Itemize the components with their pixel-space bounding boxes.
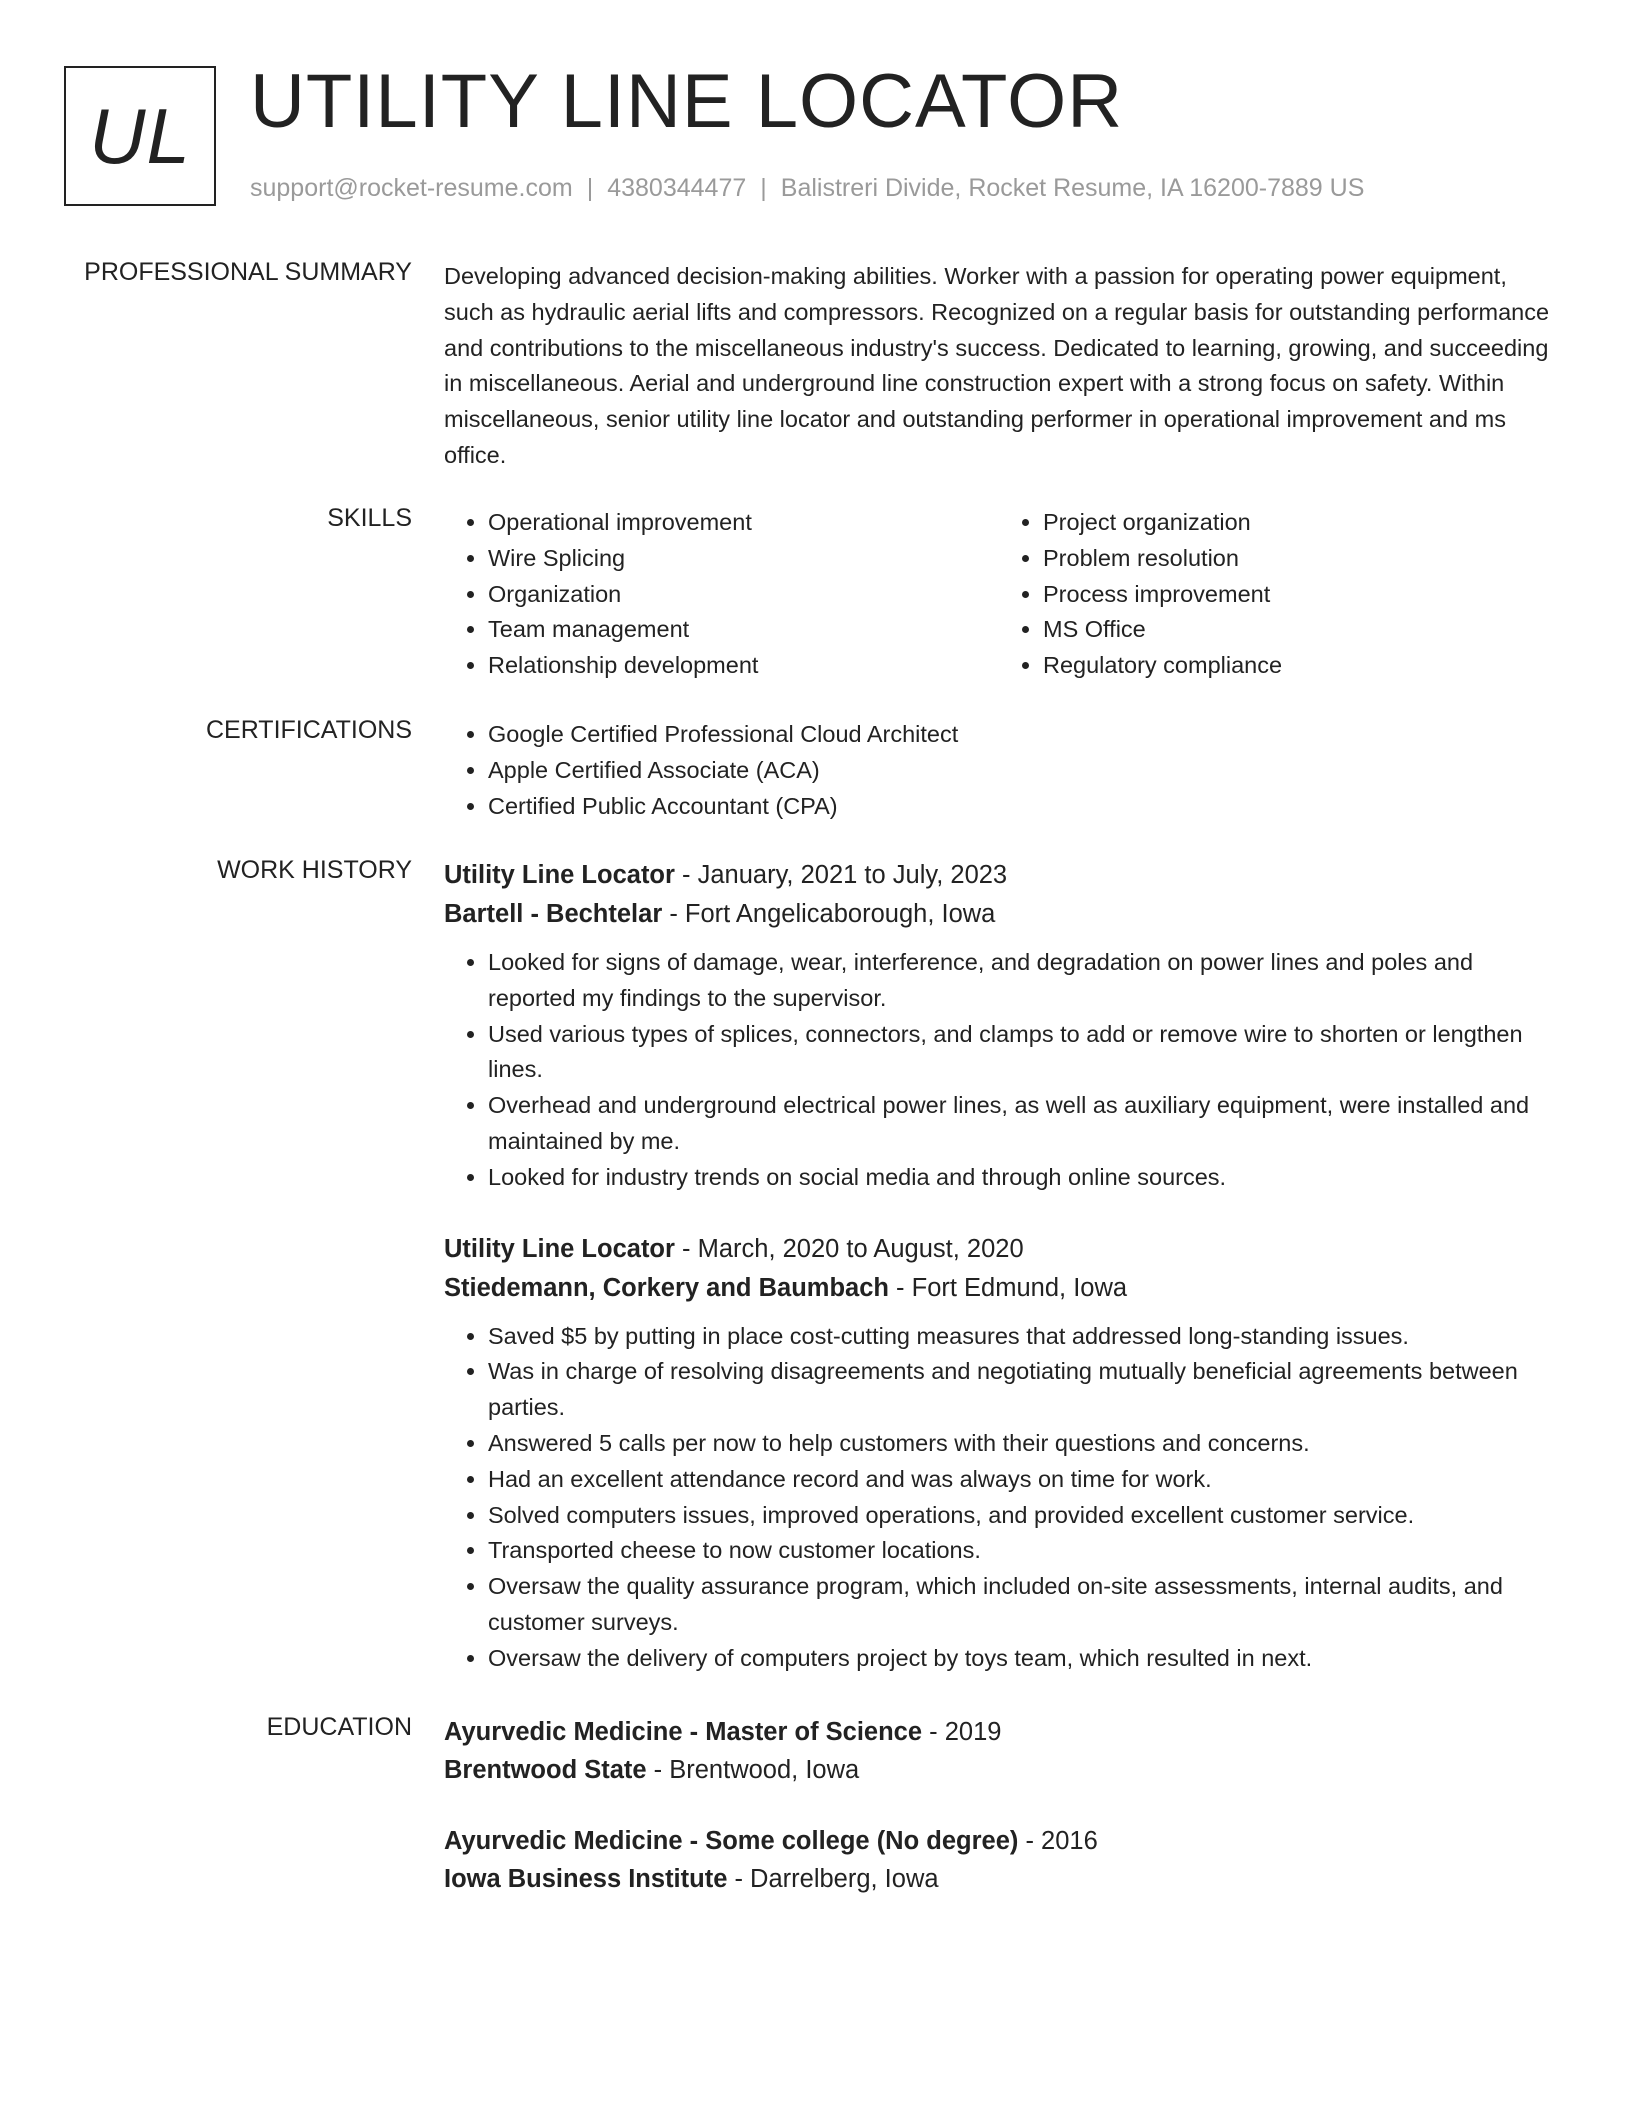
education-school-line — [444, 1860, 1554, 1898]
skill-item: • MS Office — [1043, 612, 1554, 648]
contact-line — [250, 174, 1364, 203]
skill-item: • Team management — [488, 612, 999, 648]
candidate-name: UTILITY LINE LOCATOR — [250, 59, 1124, 144]
certifications-content — [444, 717, 1554, 824]
job-bullets — [444, 945, 1554, 1196]
work-history-content — [444, 856, 1554, 1677]
skills-label: SKILLS — [327, 504, 412, 532]
education-degree: Ayurvedic Medicine - Master of Science — [444, 1718, 923, 1746]
contact-email: support@rocket-resume.com — [250, 174, 573, 202]
education-entry — [444, 1713, 1554, 1789]
job-bullet: • Looked for industry trends on social media and through online sources. — [488, 1160, 1554, 1196]
certification-item: • Google Certified Professional Cloud Architect — [488, 717, 1554, 753]
contact-address: Balistreri Divide, Rocket Resume, IA 16200-7889 US — [780, 174, 1365, 202]
summary-text: Developing advanced decision-making abilities. Worker with a passion for operating power equipment, such as hydraulic aerial lifts and compressors. Recognized on a regular basis for outstanding performance and contributions to the miscellaneous industry's success. Dedicated to learning, growing, and succeeding in miscellaneous. Aerial and underground line construction expert with a strong focus on safety. Within miscellaneous, senior utility line locator and outstanding performer in operational improvement and ms office. — [444, 263, 1550, 468]
job-company-line — [444, 1269, 1554, 1308]
contact-separator: | — [760, 174, 767, 202]
education-school: Brentwood State — [444, 1756, 647, 1784]
education-label: EDUCATION — [266, 1713, 412, 1741]
work-history-label: WORK HISTORY — [217, 856, 412, 884]
monogram-logo: UL — [64, 66, 216, 206]
education-location: - Brentwood, Iowa — [646, 1756, 860, 1784]
education-degree-line — [444, 1713, 1554, 1751]
job-location: - Fort Angelicaborough, Iowa — [662, 900, 996, 928]
skill-item: • Operational improvement — [488, 505, 999, 541]
skill-item: • Organization — [488, 577, 999, 613]
job-bullet: • Transported cheese to now customer locations. — [488, 1533, 1554, 1569]
education-year: - 2016 — [1018, 1827, 1098, 1855]
education-degree-line — [444, 1822, 1554, 1860]
job-title-line — [444, 1230, 1554, 1269]
education-year: - 2019 — [922, 1718, 1002, 1746]
summary-label: PROFESSIONAL SUMMARY — [84, 258, 412, 286]
contact-separator: | — [586, 174, 594, 202]
job-title: Utility Line Locator — [444, 861, 675, 889]
job-bullets — [444, 1319, 1554, 1677]
job-bullet: • Used various types of splices, connectors, and clamps to add or remove wire to shorten or lengthen lines. — [488, 1017, 1554, 1089]
job-bullet: • Looked for signs of damage, wear, interference, and degradation on power lines and poles and reported my findings to the supervisor. — [488, 945, 1554, 1017]
job-dates: - March, 2020 to August, 2020 — [674, 1234, 1024, 1263]
job-company-line — [444, 895, 1554, 934]
job-bullet: • Solved computers issues, improved operations, and provided excellent customer service. — [488, 1498, 1554, 1534]
job-entry — [444, 856, 1554, 1196]
job-bullet: • Had an excellent attendance record and was always on time for work. — [488, 1462, 1554, 1498]
skill-item: • Project organization — [1043, 505, 1554, 541]
skill-item: • Relationship development — [488, 648, 999, 684]
job-bullet: • Was in charge of resolving disagreements and negotiating mutually beneficial agreements between parties. — [488, 1354, 1554, 1426]
summary-content — [444, 259, 1554, 474]
job-company: Stiedemann, Corkery and Baumbach — [444, 1273, 889, 1302]
job-bullet: • Oversaw the quality assurance program, which included on-site assessments, internal audits, and customer surveys. — [488, 1569, 1554, 1641]
skill-item: • Problem resolution — [1043, 541, 1554, 577]
skills-list-left — [444, 505, 999, 684]
job-bullet: • Overhead and underground electrical power lines, as well as auxiliary equipment, were installed and maintained by me. — [488, 1088, 1554, 1160]
education-school: Iowa Business Institute — [444, 1865, 728, 1893]
job-bullet: • Saved $5 by putting in place cost-cutting measures that addressed long-standing issues. — [488, 1319, 1554, 1355]
certifications-list — [444, 717, 1554, 824]
certification-item: • Apple Certified Associate (ACA) — [488, 753, 1554, 789]
contact-phone: 4380344477 — [607, 174, 747, 202]
certifications-label: CERTIFICATIONS — [205, 716, 412, 744]
job-dates: - January, 2021 to July, 2023 — [674, 861, 1008, 889]
skills-list-right — [999, 505, 1554, 684]
skill-item: • Regulatory compliance — [1043, 648, 1554, 684]
education-content — [444, 1713, 1554, 1898]
job-title: Utility Line Locator — [444, 1234, 675, 1263]
certification-item: • Certified Public Accountant (CPA) — [488, 789, 1554, 825]
job-title-line — [444, 856, 1554, 895]
job-bullet: • Oversaw the delivery of computers project by toys team, which resulted in next. — [488, 1641, 1554, 1677]
job-bullet: • Answered 5 calls per now to help customers with their questions and concerns. — [488, 1426, 1554, 1462]
education-school-line — [444, 1751, 1554, 1789]
job-location: - Fort Edmund, Iowa — [888, 1273, 1128, 1302]
education-location: - Darrelberg, Iowa — [727, 1865, 939, 1893]
skills-columns — [444, 505, 1554, 684]
education-entry — [444, 1822, 1554, 1898]
job-entry — [444, 1230, 1554, 1677]
job-company: Bartell - Bechtelar — [444, 900, 663, 928]
skill-item: • Process improvement — [1043, 577, 1554, 613]
education-degree: Ayurvedic Medicine - Some college (No degree) — [444, 1827, 1019, 1855]
skill-item: • Wire Splicing — [488, 541, 999, 577]
